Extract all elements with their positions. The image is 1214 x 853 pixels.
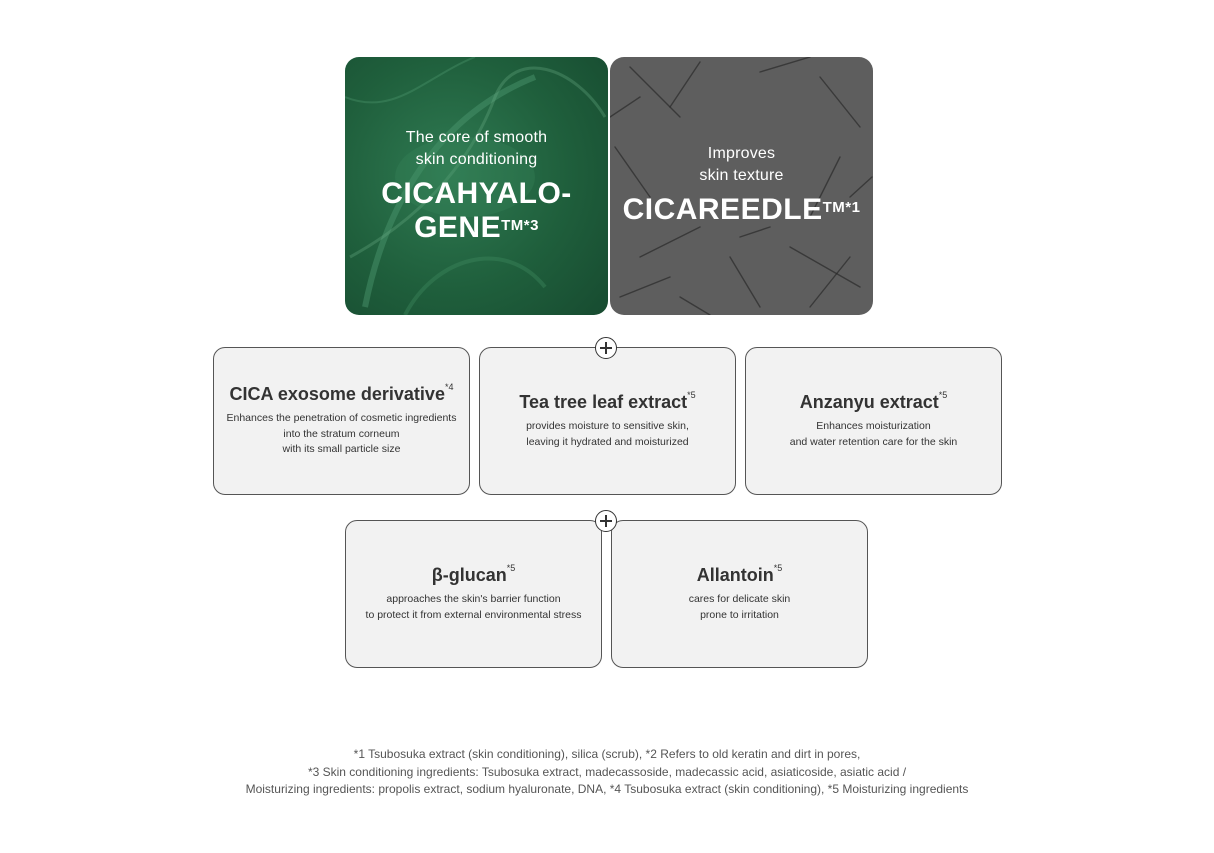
ingredient-card-anzanyu: [745, 347, 1002, 495]
hero-cicareedle: [610, 57, 873, 315]
ingredient-description: approaches the skin's barrier function to protect it from external environmental stress: [365, 593, 582, 621]
ingredient-title: CICA exosome derivative$^{*4}$: [229, 382, 454, 405]
ingredient-description: cares for delicate skin prone to irritation: [688, 593, 791, 621]
plus-icon: [595, 510, 617, 532]
ingredient-description: provides moisture to sensitive skin, leaving it hydrated and moisturized: [526, 420, 689, 448]
ingredient-card-allantoin: [611, 520, 868, 668]
ingredient-title: Anzanyu extract$^{*5}$: [799, 390, 948, 412]
ingredient-title: β-glucan$^{*5}$: [431, 563, 516, 585]
hero-ingredient-name: CICAHYALO- $GENE^{TM*3}$: [381, 177, 572, 244]
hero-subtitle: Improves skin texture: [699, 145, 784, 184]
plus-icon: [595, 337, 617, 359]
ingredient-title: Tea tree leaf extract$^{*5}$: [519, 390, 696, 412]
ingredient-description: Enhances moisturization and water retention care for the skin: [789, 420, 958, 448]
hero-ingredient-name: $CICAREEDLE^{TM*1}$: [622, 193, 861, 226]
footnote-line: Moisturizing ingredients: propolis extract, sodium hyaluronate, DNA, *4 Tsubosuka extract (skin conditioning), *5 Moisturizing ingredients: [245, 782, 969, 796]
footnote-line: *3 Skin conditioning ingredients: Tsubosuka extract, madecassoside, madecassic acid, asiaticoside, asiatic acid /: [307, 764, 907, 779]
hero-cicahyalogene: [345, 57, 608, 315]
ingredient-description: Enhances the penetration of cosmetic ingredients into the stratum corneum with its small particle size: [226, 412, 457, 456]
ingredient-card-beta-glucan: [345, 520, 602, 668]
footnotes: [0, 746, 1214, 799]
ingredient-title: Allantoin$^{*5}$: [696, 563, 783, 585]
hero-subtitle: The core of smooth skin conditioning: [405, 129, 548, 168]
ingredient-card-cica-exosome: [213, 347, 470, 495]
footnote-line: *1 Tsubosuka extract (skin conditioning), silica (scrub), *2 Refers to old keratin and dirt in pores,: [353, 747, 861, 761]
ingredient-card-tea-tree: [479, 347, 736, 495]
